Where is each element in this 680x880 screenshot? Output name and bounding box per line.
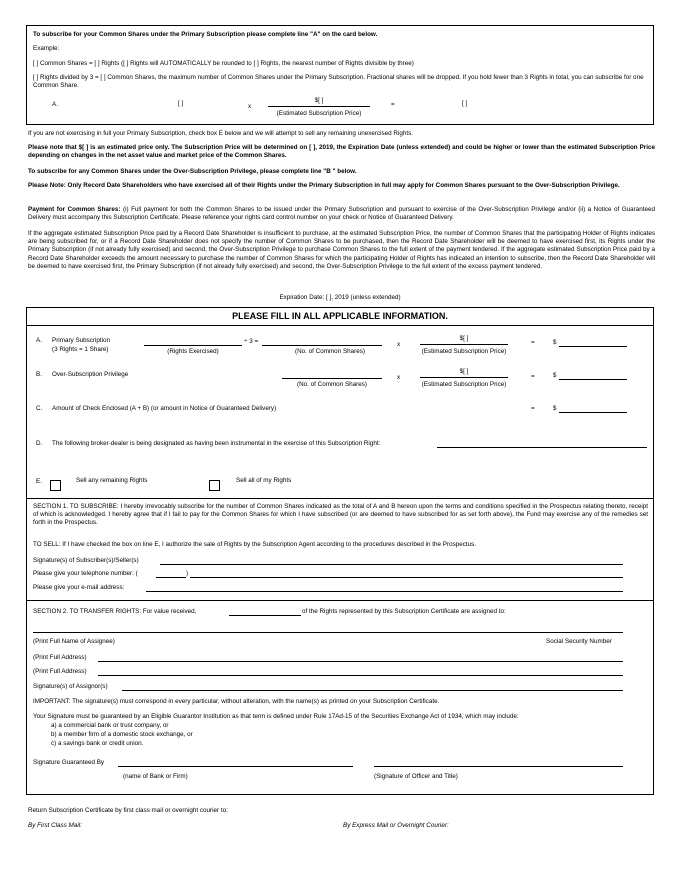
sell-remaining-rights-label: Sell any remaining Rights [76, 477, 148, 484]
line-a-price-line [420, 344, 508, 345]
subscriber-signature-field[interactable] [160, 564, 623, 565]
common-shares-a-field[interactable] [262, 345, 382, 346]
subscriber-signature-label: Signature(s) of Subscriber(s)/Seller(s) [33, 557, 139, 564]
example-row-label: A. [52, 101, 58, 108]
telephone-close-paren: ) [186, 570, 189, 577]
bank-or-firm-caption: (name of Bank or Firm) [123, 773, 188, 780]
rights-exercised-field[interactable] [144, 345, 242, 346]
rights-exercised-caption: (Rights Exercised) [167, 348, 219, 355]
divide-by-three: ÷ 3 = [244, 338, 259, 345]
guarantor-option-c: c) a savings bank or credit union. [51, 740, 144, 747]
ssn-label: Social Security Number [546, 638, 612, 645]
assignor-signature-label: Signature(s) of Assignor(s) [33, 683, 108, 690]
line-b-title: Over-Subscription Privilege [52, 371, 129, 378]
telephone-area-code-field[interactable] [156, 577, 186, 578]
address-1-field[interactable] [98, 661, 623, 662]
line-a-times: x [397, 341, 401, 348]
example-bracket-2: [ ] [462, 100, 468, 107]
email-label: Please give your e-mail address: [33, 584, 125, 591]
address-2-label: (Print Full Address) [33, 668, 87, 675]
line-b-amount-field[interactable] [559, 379, 627, 380]
transfer-rights-count-field[interactable] [229, 615, 301, 616]
guarantor-option-a: a) a commercial bank or trust company, or [51, 722, 169, 729]
sell-all-rights-checkbox[interactable] [209, 480, 220, 491]
line-a-price-caption: (Estimated Subscription Price) [421, 348, 507, 355]
line-b-label: B. [36, 371, 42, 378]
sell-all-rights-label: Sell all of my Rights [236, 477, 292, 484]
form-heading-divider [26, 325, 654, 326]
expiration-date: Expiration Date: [ ], 2019 (unless extended) [279, 294, 401, 301]
section-2-divider [26, 600, 654, 601]
officer-signature-caption: (Signature of Officer and Title) [374, 773, 458, 780]
box-e-note: If you are not exercising in full your Primary Subscription, check box E below and we will attempt to sell any remaining unexercised Rights. [28, 130, 413, 137]
assignee-name-line[interactable] [33, 632, 623, 633]
estimated-price-note: Please note that $[ ] is an estimated price only. The Subscription Price will be determined on [ ], 2019, the Expiration Date (unless extended) and could be higher or lower than the estimated Subscription Price depending on changes in the net asset value and market price of the Common Shares. [28, 144, 655, 160]
example-bracket-1: [ ] [178, 100, 184, 107]
common-shares-a-caption: (No. of Common Shares) [295, 348, 365, 355]
line-c-text: Amount of Check Enclosed (A + B) (or amount in Notice of Guaranteed Delivery) [52, 405, 277, 412]
form-heading: PLEASE FILL IN ALL APPLICABLE INFORMATION. [232, 311, 448, 321]
line-a-subtitle: (3 Rights = 1 Share) [52, 346, 109, 353]
line-a-label: A. [36, 337, 42, 344]
common-shares-b-caption: (No. of Common Shares) [297, 381, 367, 388]
telephone-label: Please give your telephone number: ( [33, 570, 138, 577]
common-shares-b-field[interactable] [282, 378, 382, 379]
record-date-note: Please Note: Only Record Date Shareholders who have exercised all of their Rights under the Primary Subscription in full may apply for Common Shares pursuant to the Over-Subscription Privilege. [28, 182, 620, 189]
bank-or-firm-field[interactable] [118, 766, 353, 767]
line-b-times: x [397, 374, 401, 381]
payment-label: Payment for Common Shares: [28, 206, 121, 213]
express-mail-label: By Express Mail or Overnight Courier: [343, 822, 449, 829]
return-instruction: Return Subscription Certificate by first class mail or overnight courier to: [28, 807, 228, 814]
example-price-caption: (Estimated Subscription Price) [276, 110, 362, 117]
line-a-title: Primary Subscription [52, 337, 111, 344]
over-subscription-instruction: To subscribe for any Common Shares under the Over-Subscription Privilege, please complete line "B " below. [28, 168, 357, 175]
guarantor-option-b: b) a member firm of a domestic stock exchange, or [51, 731, 193, 738]
example-price-line [268, 106, 370, 107]
line-b-equals: = [531, 373, 535, 380]
payment-paragraph [28, 206, 655, 222]
section-1-text: SECTION 1. TO SUBSCRIBE: I hereby irrevocably subscribe for the number of Common Shares indicated as the total of A and B hereon upon the terms and conditions specified in the Prospectus relating thereto, receipt of which is acknowledged. I hereby agree that if I fail to pay for the Common Shares for which I have subscribed (or are deemed to have subscribed for as set forth above), the Fund may exercise any of the remedies set forth in the Prospectus. [33, 503, 648, 527]
line-a-amount-field[interactable] [559, 346, 627, 347]
broker-dealer-field[interactable] [437, 447, 647, 448]
guarantee-intro: Your Signature must be guaranteed by an Eligible Guarantor Institution as that term is defined under Rule 17Ad-15 of the Securities Exchange Act of 1934, which may include: [33, 713, 519, 720]
signature-guaranteed-label: Signature Guaranteed By [33, 759, 105, 766]
assignor-signature-field[interactable] [122, 690, 623, 691]
officer-signature-field[interactable] [374, 766, 623, 767]
line-c-label: C. [36, 405, 43, 412]
line-a-price: $[ ] [459, 335, 469, 342]
section-2-text-start: SECTION 2. TO TRANSFER RIGHTS: For value received, [33, 608, 197, 615]
instruction-title: To subscribe for your Common Shares under the Primary Subscription please complete line "A" on the card below. [33, 31, 378, 38]
payment-text: (i) Full payment for both the Common Shares to be issued under the Primary Subscription and pursuant to exercise of the Over-Subscription Privilege and/or (ii) a Notice of Guaranteed Delivery must accompany this Subscription Certificate. Please reference your rights card control number on your check or Notice of Guaranteed Delivery. [28, 206, 655, 222]
line-b-price-line [420, 377, 508, 378]
line-b-price: $[ ] [459, 368, 469, 375]
email-field[interactable] [146, 591, 623, 592]
telephone-number-field[interactable] [190, 577, 623, 578]
example-times: x [248, 103, 252, 110]
line-a-equals: = [531, 339, 535, 346]
aggregate-price-paragraph: If the aggregate estimated Subscription Price paid by a Record Date Shareholder is insufficient to purchase, at the estimated Subscription Price, the number of Common Shares that the participating Holder of Rights indicates are being subscribed for, or if a Record Date Shareholder does not specify the number of Common Shares to be purchased, then the Record Date Shareholder will be deemed to have exercised first, its Rights under the Primary Subscription (if not already fully exercised) and second, the Over-Subscription Privilege to purchase Common Shares to the full extent of the payment tendered. If the aggregate estimated Subscription Price paid by a Record Date Shareholder exceeds the amount necessary to purchase the number of Common Shares for which the participating Holder of Rights has indicated an intention to subscribe, then the Record Date Shareholder will be deemed to have exercised first, the Primary Subscription (if not already fully exercised) and second, the Over-Subscription Privilege to the full extent of the excess payment tendered. [28, 230, 655, 270]
example-price-value: $[ ] [314, 97, 324, 104]
example-label: Example: [33, 45, 60, 52]
example-line-2: [ ] Rights divided by 3 = [ ] Common Shares, the maximum number of Common Shares under the Primary Subscription. Fractional shares will be dropped. If you hold fewer than 3 Rights in total, you can subscribe for one Common Share. [33, 74, 644, 90]
check-amount-field[interactable] [559, 412, 627, 413]
line-b-dollar: $ [553, 372, 557, 379]
sell-remaining-rights-checkbox[interactable] [50, 480, 61, 491]
example-line-1: [ ] Common Shares = [ ] Rights ([ ] Rights will AUTOMATICALLY be rounded to [ ] Rights, the nearest number of Rights divisible by three) [33, 60, 414, 67]
line-d-label: D. [36, 440, 43, 447]
line-c-equals: = [531, 405, 535, 412]
assignee-name-label: (Print Full Name of Assignee) [33, 638, 115, 645]
line-d-text: The following broker-dealer is being designated as having been instrumental in the exercise of this Subscription Right: [52, 440, 381, 447]
section-1-divider [26, 498, 654, 499]
line-b-price-caption: (Estimated Subscription Price) [421, 381, 507, 388]
line-e-label: E. [36, 478, 42, 485]
line-a-dollar: $ [553, 339, 557, 346]
address-2-field[interactable] [98, 675, 623, 676]
example-equals: = [391, 101, 395, 108]
section-2-text-end: of the Rights represented by this Subscription Certificate are assigned to: [302, 608, 506, 615]
important-note: IMPORTANT: The signature(s) must correspond in every particular, without alteration, with the name(s) as printed on your Subscription Certificate. [33, 698, 440, 705]
first-class-mail-label: By First Class Mail: [28, 822, 82, 829]
address-1-label: (Print Full Address) [33, 654, 87, 661]
line-c-dollar: $ [553, 405, 557, 412]
to-sell-text: TO SELL: If I have checked the box on line E, I authorize the sale of Rights by the Subscription Agent according to the procedures described in the Prospectus. [33, 541, 477, 548]
